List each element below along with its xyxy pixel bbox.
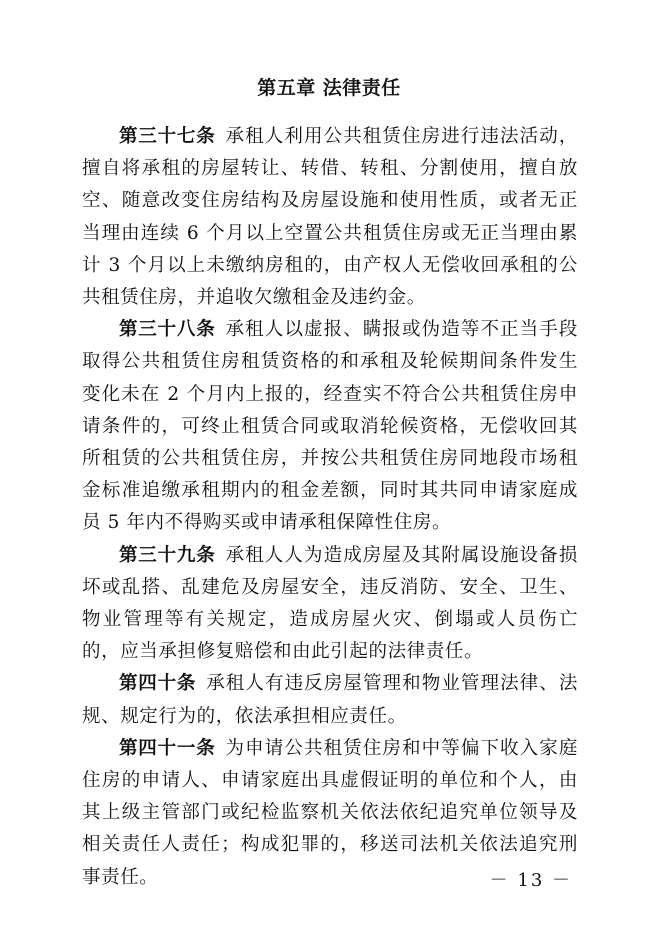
article-number: 第三十七条 xyxy=(119,126,216,147)
article-number: 第四十条 xyxy=(119,673,197,695)
article-40 xyxy=(82,668,578,732)
article-number: 第四十一条 xyxy=(119,737,216,759)
article-text: 承租人以虚报、瞒报或伪造等不正当手段取得公共租赁住房租赁资格的和承租及轮候期间条件发生变化未在 2 个月内上报的，经查实不符合公共租赁住房申请条件的，可终止租赁合同或取消轮候资格，无偿收回其所租赁的公共租赁住房，并按公共租赁住房同地段市场租金标准追缴承租期内的租金差额，同时其共同申请家庭成员 5 年内不得购买或申请承租保障性住房。 xyxy=(82,319,578,534)
chapter-body xyxy=(82,121,578,894)
article-37 xyxy=(82,121,578,314)
article-38 xyxy=(82,314,578,539)
chapter-title: 第五章 法律责任 xyxy=(257,77,401,99)
article-number: 第三十八条 xyxy=(119,319,216,341)
article-text: 承租人利用公共租赁住房进行违法活动，擅自将承租的房屋转让、转借、转租、分割使用，擅自放空、随意改变住房结构及房屋设施和使用性质，或者无正当理由连续 6 个月以上空置公共租赁住房或无正当理由累计 3 个月以上未缴纳房租的，由产权人无偿收回承租的公共租赁住房，并追收欠缴租金及违约金。 xyxy=(82,126,578,309)
article-text: 承租人人为造成房屋及其附属设施设备损坏或乱搭、乱建危及房屋安全，违反消防、安全、卫生、物业管理等有关规定，造成房屋火灾、倒塌或人员伤亡的，应当承担修复赔偿和由此引起的法律责任。 xyxy=(82,544,578,663)
page-number: － 13 － xyxy=(489,870,572,891)
article-number: 第三十九条 xyxy=(119,544,216,566)
article-text: 为申请公共租赁住房和中等偏下收入家庭住房的申请人、申请家庭出具虚假证明的单位和个人，由其上级主管部门或纪检监察机关依法依纪追究单位领导及相关责任人责任；构成犯罪的，移送司法机关依法追究刑事责任。 xyxy=(82,737,578,888)
article-39 xyxy=(82,540,578,669)
article-text: 承租人有违反房屋管理和物业管理法律、法规、规定行为的，依法承担相应责任。 xyxy=(82,673,578,727)
